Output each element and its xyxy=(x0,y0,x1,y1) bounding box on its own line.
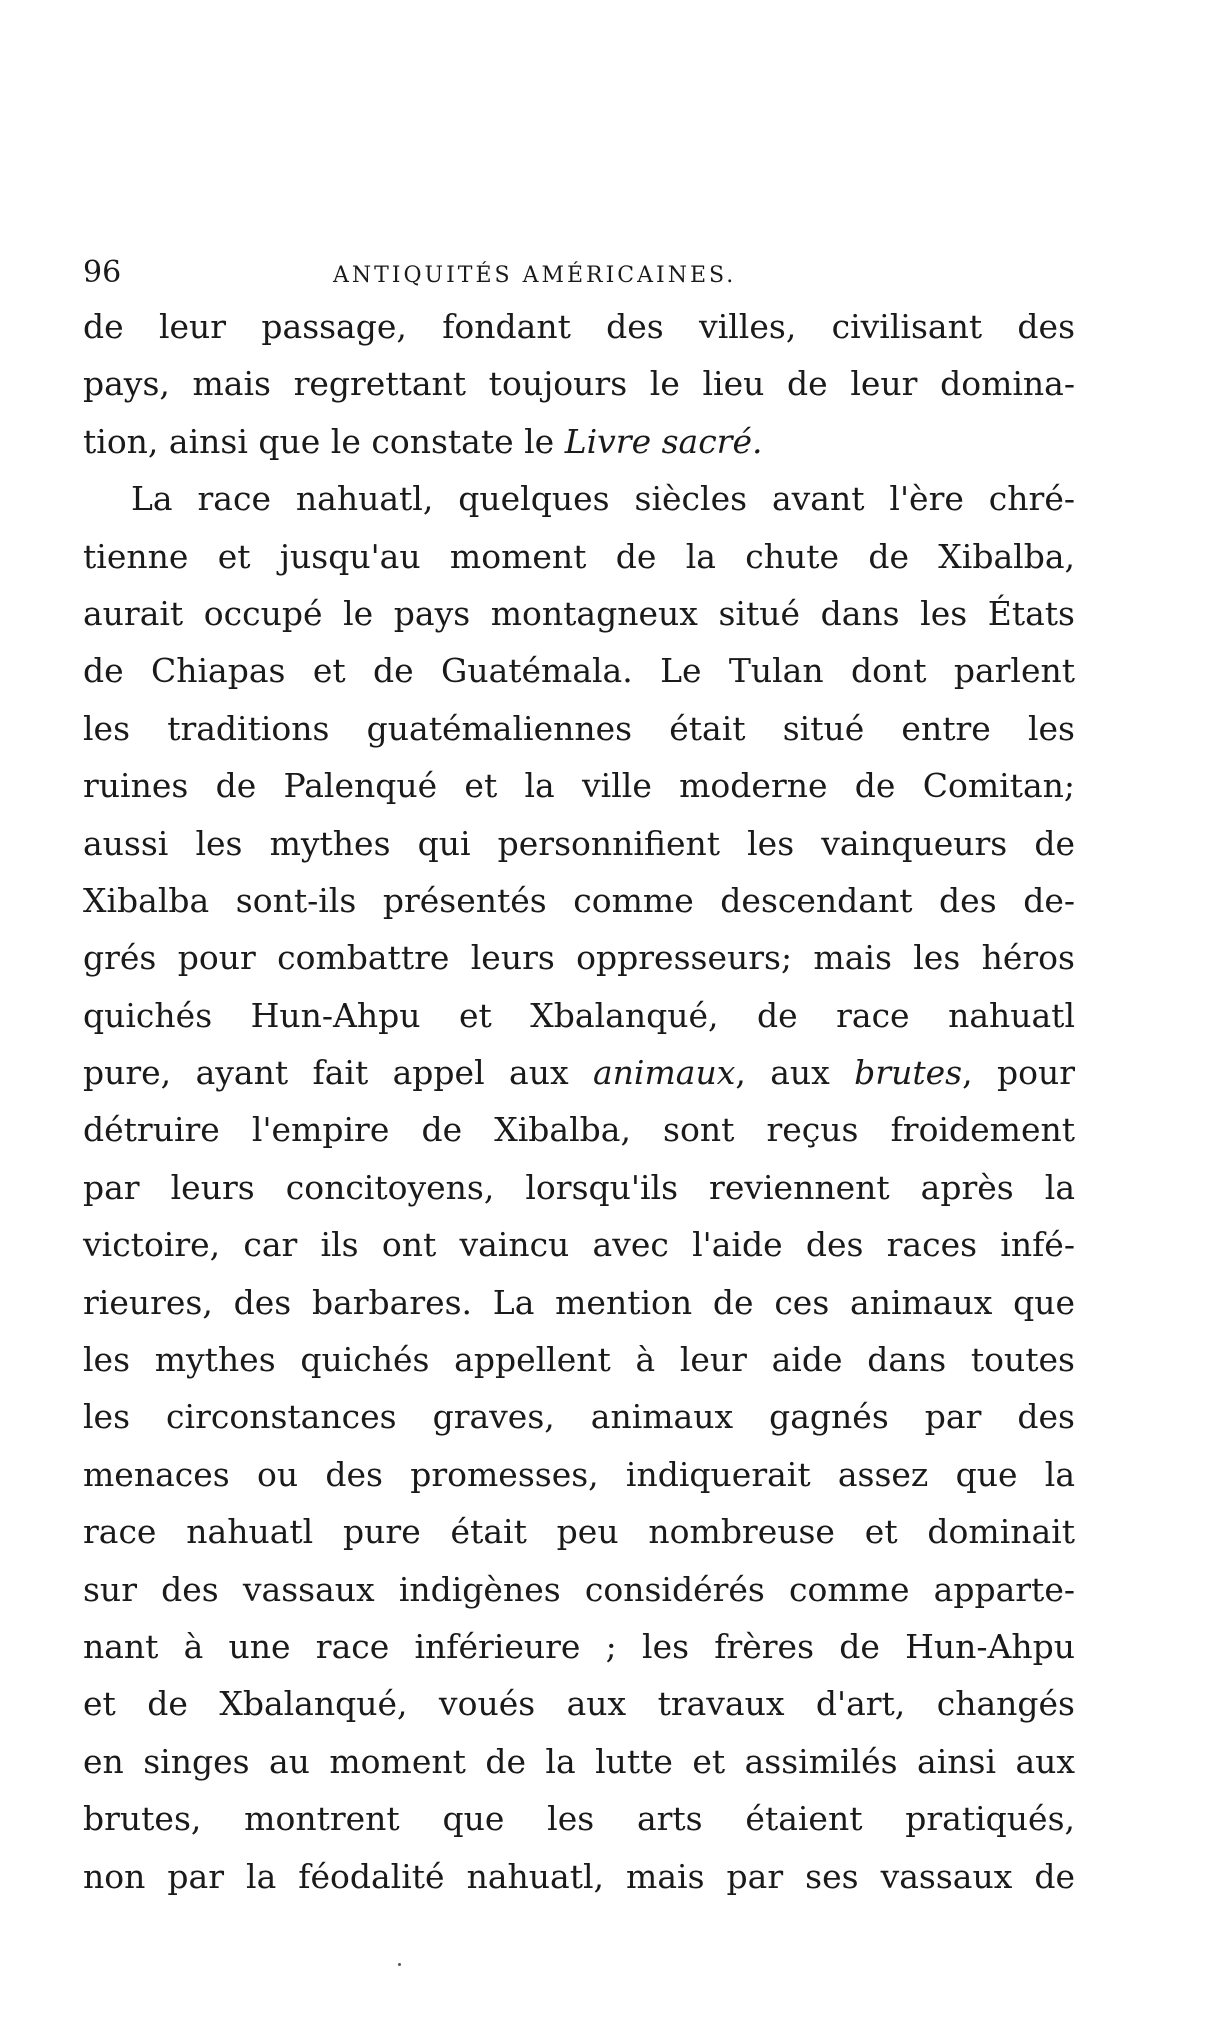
text-line: nant à une race inférieure ; les frères de Hun-Ahpu xyxy=(83,1626,1075,1666)
text-line: les circonstances graves, animaux gagnés par des xyxy=(83,1397,1075,1437)
text-line: les traditions guatémaliennes était situé entre les xyxy=(83,708,1075,748)
text-segment: , aux xyxy=(735,1053,855,1093)
text-line: La race nahuatl, quelques siècles avant l'ère chré- xyxy=(131,479,1075,519)
printer-mark xyxy=(398,1963,401,1966)
page-number: 96 xyxy=(83,255,122,290)
text-segment: , pour xyxy=(962,1053,1075,1093)
text-line xyxy=(83,1044,1075,1101)
text-line: sur des vassaux indigènes considérés comme apparte- xyxy=(83,1569,1075,1609)
text-line: menaces ou des promesses, indiquerait assez que la xyxy=(83,1454,1075,1494)
text-segment: tion, ainsi que le constate le xyxy=(83,421,565,461)
italic-word: animaux xyxy=(593,1053,736,1093)
text-line: quichés Hun-Ahpu et Xbalanqué, de race nahuatl xyxy=(83,995,1075,1035)
text-segment: pure, ayant fait appel aux xyxy=(83,1053,593,1093)
italic-word: brutes xyxy=(854,1053,963,1093)
text-line: non par la féodalité nahuatl, mais par ses vassaux de xyxy=(83,1856,1075,1896)
italic-title: Livre sacré. xyxy=(564,421,763,461)
text-line: détruire l'empire de Xibalba, sont reçus froidement xyxy=(83,1110,1075,1150)
text-line: par leurs concitoyens, lorsqu'ils reviennent après la xyxy=(83,1167,1075,1207)
text-line: race nahuatl pure était peu nombreuse et dominait xyxy=(83,1512,1075,1552)
text-line: de Chiapas et de Guatémala. Le Tulan dont parlent xyxy=(83,651,1075,691)
text-line: ruines de Palenqué et la ville moderne de Comitan; xyxy=(83,766,1075,806)
body-text xyxy=(83,298,1075,1905)
text-line xyxy=(83,413,1075,470)
text-line: Xibalba sont-ils présentés comme descendant des de- xyxy=(83,880,1075,920)
text-line: de leur passage, fondant des villes, civilisant des xyxy=(83,307,1075,346)
text-line: les mythes quichés appellent à leur aide dans toutes xyxy=(83,1340,1075,1380)
text-line: victoire, car ils ont vaincu avec l'aide des races infé- xyxy=(83,1225,1075,1265)
running-head: ANTIQUITÉS AMÉRICAINES. xyxy=(333,263,737,288)
text-line: aurait occupé le pays montagneux situé dans les États xyxy=(83,593,1075,633)
text-line: tienne et jusqu'au moment de la chute de Xibalba, xyxy=(83,536,1075,576)
text-line: aussi les mythes qui personnifient les vainqueurs de xyxy=(83,823,1075,863)
text-line: pays, mais regrettant toujours le lieu de leur domina- xyxy=(83,364,1075,404)
text-line: et de Xbalanqué, voués aux travaux d'art, changés xyxy=(83,1684,1075,1724)
page-header xyxy=(83,255,1075,295)
text-line: en singes au moment de la lutte et assimilés ainsi aux xyxy=(83,1741,1075,1781)
text-line: brutes, montrent que les arts étaient pratiqués, xyxy=(83,1799,1075,1839)
text-line: rieures, des barbares. La mention de ces animaux que xyxy=(83,1282,1075,1322)
text-line: grés pour combattre leurs oppresseurs; mais les héros xyxy=(83,938,1075,978)
